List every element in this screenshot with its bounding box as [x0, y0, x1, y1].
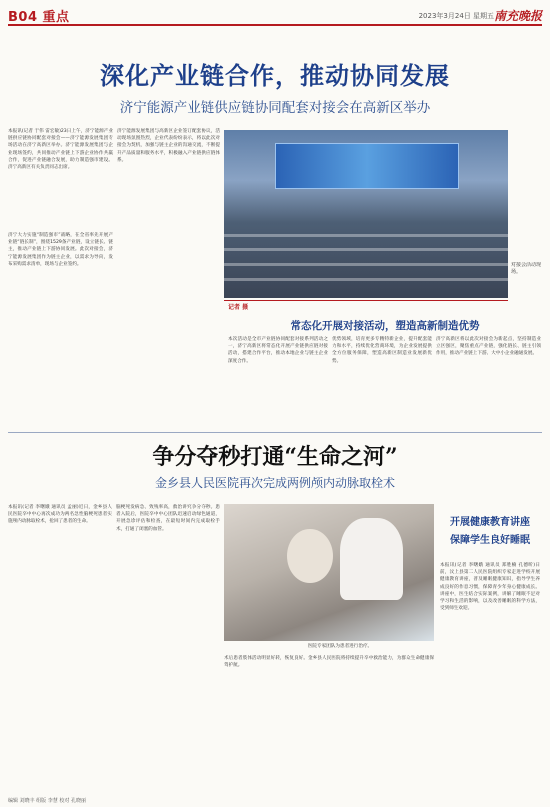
sidebar-column-3: 济宁高新区将以此次对接会为新起点，坚持制造业立区强区，聚焦重点产业链，强化链长、链主引领作用，推动产业链上下游、大中小企业融通发展。	[436, 337, 541, 357]
page-section-label: B04 重点	[8, 10, 70, 25]
story2-subhead: 金乡县人民医院再次完成两例颅内动脉取栓术	[154, 476, 395, 490]
page-header	[8, 6, 542, 26]
story2-photo-caption: 医院专家团队为患者进行治疗。	[307, 644, 373, 649]
story1-subhead: 济宁能源产业链供应链协同配套对接会在高新区举办	[119, 100, 431, 116]
story1-column-1b: 济宁大力实施“制造强市”战略，在全省率先开展产业链“链长制”，围绕1529条产业链，设立链长、链主，推动产业链上下游协同发展。此次对接会，济宁能源发展集团作为链主企业，以需求为导向，发布采购需求清单，现场与企业签约。	[8, 233, 113, 267]
sidebar-column-1: 本次活动是全市产业链协同配套对接系列活动之一，济宁高新区将常态化开展产业链供应链对接活动，搭建合作平台，推动本地企业与链主企业深度合作。	[228, 337, 328, 364]
story2-column-3: 术后患者肢体活动明显好转，恢复良好。金乡县人民医院将持续提升卒中救治能力，为群众生命健康保驾护航。	[224, 656, 434, 669]
story1-column-2: 济宁能源发展集团与高新区企业签订配套协议，活动现场氛围热烈，企业代表纷纷表示，将以此次对接会为契机，加强与链主企业的沟通交流，不断提升产品质量和服务水平，积极融入产业链供应链体系。	[117, 129, 220, 163]
page-footer: 编辑 刘晓丰 组版 李慧 校对 孔晓丽	[8, 798, 86, 804]
section-divider	[8, 432, 542, 433]
story3-body: 本报讯(记者 李曙娥 通讯员 郑胜楠 孔德昕)日前，汶上县第二人民医院组织专家走进学校开展健康教育讲座，普及睡眠健康知识，指导学生养成良好的作息习惯，保障青少年身心健康成长。讲座中，医生结合实际案例，讲解了睡眠不足对学习和生活的影响，以及改善睡眠的科学方法，受到师生欢迎。	[440, 563, 540, 612]
issue-date: 2023年3月24日 星期五	[418, 12, 494, 20]
hospital-treatment-photo	[224, 504, 434, 641]
story1-headline: 深化产业链合作，推动协同发展	[100, 61, 450, 90]
newspaper-logo: 南充晚报	[493, 9, 542, 23]
story1-photo-caption: 对接会活动现场。	[511, 262, 541, 276]
sidebar-column-2: 优势领域，培育更多专精特新企业，提升配套能力和水平，持续优化营商环境，为企业发展提供全方位服务保障，塑造高新区制造业发展新优势。	[332, 337, 432, 364]
story1-column-1: 本报讯(记者 于伟 雷宏敏)23日上午，济宁能源产业链供应链协同配套对接会——济宁能源发展集团专场活动在济宁高新区举办。济宁能源发展集团与企业现场签约，共同推动产业链上下游企业协作共赢合作，促进产业链融合发展，助力制造强市建设。济宁高新区有关负责同志出席。	[8, 129, 113, 171]
story2-column-1: 本报讯(记者 李曙娥 通讯员 孟丽)近日，金乡县人民医院卒中中心再次成功为两名急性脑梗死患者实施颅内动脉取栓术，抢回了患者的生命。	[8, 505, 112, 525]
sidebar-headline: 常态化开展对接活动，塑造高新制造优势	[290, 320, 480, 332]
story3-headline-line-2: 保障学生良好睡眠	[450, 535, 530, 546]
caption-divider	[224, 300, 508, 301]
story2-column-2: 脑梗死发病急、致残率高，救治讲究争分夺秒。患者入院后，医院卒中中心团队迅速启动绿色通道，开展急诊评估和检查，在最短时间内完成取栓手术，打通了闭塞的血管。	[116, 505, 220, 532]
story2-headline: 争分夺秒打通“生命之河”	[152, 444, 398, 470]
conference-photo	[224, 130, 508, 298]
photographer-credit: 记者 摄	[228, 304, 249, 311]
story3-headline-line-1: 开展健康教育讲座	[450, 517, 530, 528]
